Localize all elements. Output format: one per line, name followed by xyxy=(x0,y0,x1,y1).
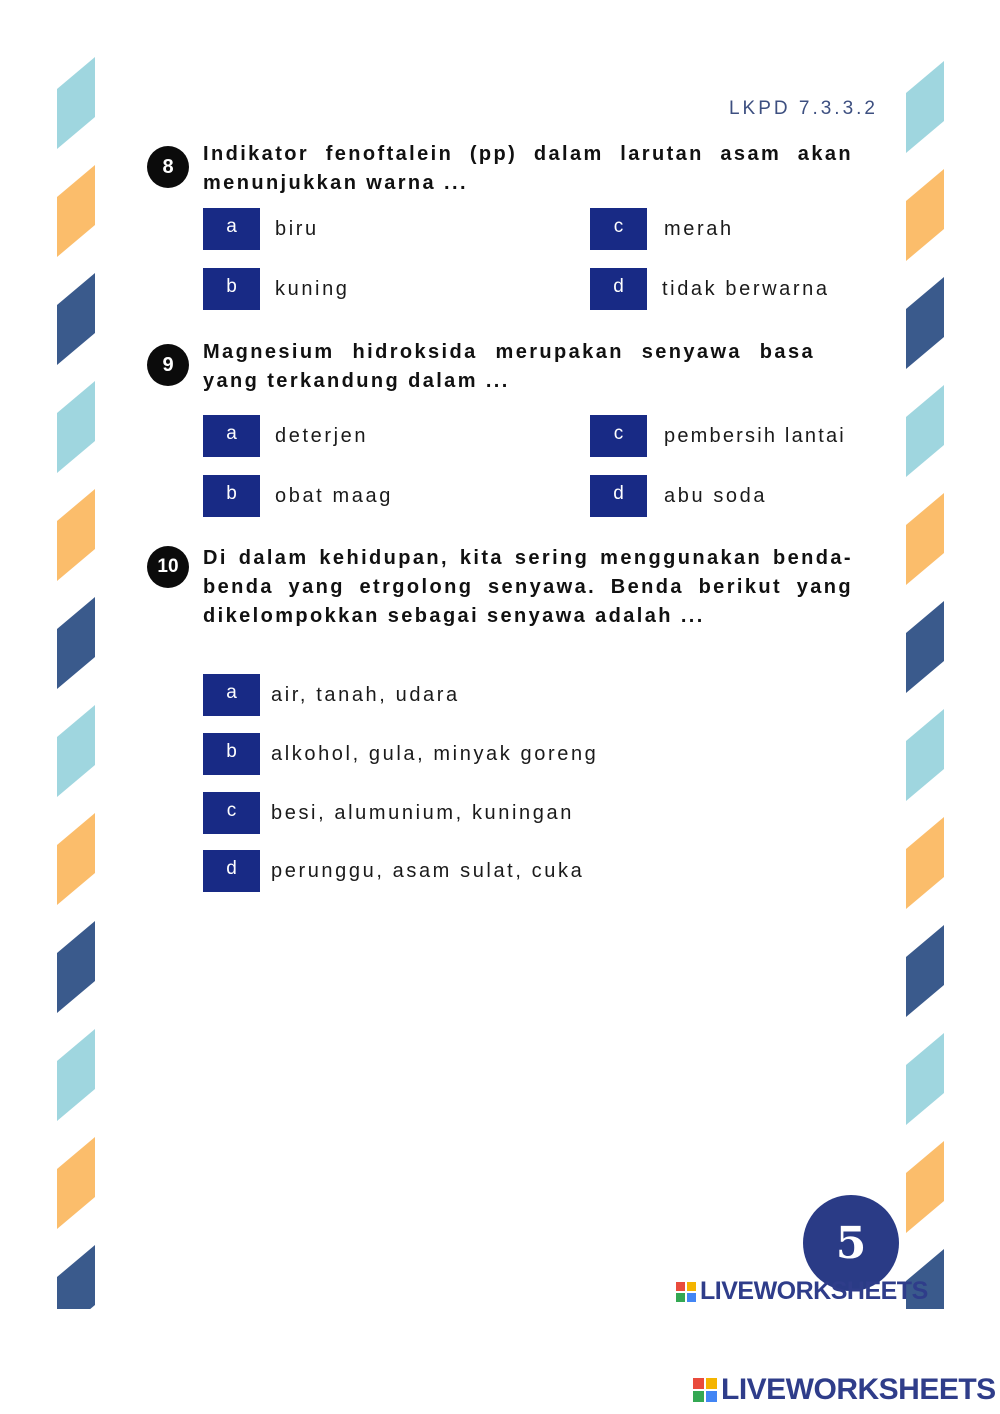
option-letter-box: a xyxy=(203,674,260,716)
question-text-10: Di dalam kehidupan, kita sering menggunakan benda-benda yang etrgolong senyawa. Benda berikut yang dikelompokkan sebagai senyawa adalah ... xyxy=(203,547,853,627)
question-9-option-a[interactable] xyxy=(203,415,368,457)
question-9-option-d[interactable] xyxy=(590,475,767,517)
option-letter-box: d xyxy=(590,268,647,310)
question-10-option-b[interactable] xyxy=(203,733,598,775)
question-9-option-c[interactable] xyxy=(590,415,846,457)
option-letter-box: c xyxy=(590,415,647,457)
border-stripe xyxy=(57,1245,95,1309)
border-stripe xyxy=(906,1033,944,1125)
border-stripe xyxy=(57,1137,95,1229)
option-text: abu soda xyxy=(664,484,768,507)
option-text: deterjen xyxy=(275,424,369,447)
border-stripe xyxy=(57,1029,95,1121)
border-stripe xyxy=(57,165,95,257)
border-stripe xyxy=(57,597,95,689)
liveworksheets-logo-icon xyxy=(676,1282,696,1302)
question-10-option-a[interactable] xyxy=(203,674,460,716)
option-letter-box: c xyxy=(590,208,647,250)
option-letter-box: a xyxy=(203,208,260,250)
question-8-option-c[interactable] xyxy=(590,208,734,250)
option-text: tidak berwarna xyxy=(662,277,830,300)
liveworksheets-watermark-inner xyxy=(676,1277,928,1306)
border-stripe xyxy=(906,925,944,1017)
option-letter-box: b xyxy=(203,268,260,310)
liveworksheets-watermark-outer xyxy=(693,1373,996,1407)
option-text: obat maag xyxy=(275,484,393,507)
brand-text: LIVEWORKSHEETS xyxy=(721,1373,996,1406)
border-stripe xyxy=(57,705,95,797)
question-9-option-b[interactable] xyxy=(203,475,393,517)
question-8-option-a[interactable] xyxy=(203,208,319,250)
brand-text: LIVEWORKSHEETS xyxy=(700,1277,928,1305)
question-text-9: Magnesium hidroksida merupakan senyawa basa yang terkandung dalam ... xyxy=(203,341,815,392)
border-stripe xyxy=(906,1141,944,1233)
page-number-badge: 5 xyxy=(803,1195,899,1291)
option-letter-box: b xyxy=(203,475,260,517)
border-stripe xyxy=(57,57,95,149)
question-10-option-c[interactable] xyxy=(203,792,574,834)
border-stripe xyxy=(906,277,944,369)
border-stripe xyxy=(906,601,944,693)
option-text: merah xyxy=(664,217,734,240)
question-text-8: Indikator fenoftalein (pp) dalam larutan asam akan menunjukkan warna ... xyxy=(203,143,853,194)
border-stripe xyxy=(906,61,944,153)
worksheet-code: LKPD 7.3.3.2 xyxy=(728,98,878,119)
question-number-8: 8 xyxy=(147,146,189,188)
option-letter-box: d xyxy=(590,475,647,517)
option-text: biru xyxy=(275,217,319,240)
left-border-stripes xyxy=(57,57,95,1309)
option-letter-box: c xyxy=(203,792,260,834)
option-text: pembersih lantai xyxy=(664,424,846,447)
option-letter-box: b xyxy=(203,733,260,775)
border-stripe xyxy=(57,921,95,1013)
border-stripe xyxy=(906,493,944,585)
question-10-option-d[interactable] xyxy=(203,850,584,892)
option-text: kuning xyxy=(275,277,350,300)
question-number-10: 10 xyxy=(147,546,189,588)
option-letter-box: a xyxy=(203,415,260,457)
option-text: perunggu, asam sulat, cuka xyxy=(271,859,585,882)
liveworksheets-logo-icon xyxy=(693,1378,717,1402)
question-8-option-b[interactable] xyxy=(203,268,350,310)
border-stripe xyxy=(906,817,944,909)
border-stripe xyxy=(906,169,944,261)
question-number-9: 9 xyxy=(147,344,189,386)
border-stripe xyxy=(57,381,95,473)
option-letter-box: d xyxy=(203,850,260,892)
border-stripe xyxy=(57,273,95,365)
right-border-stripes xyxy=(906,57,944,1309)
question-8-option-d[interactable] xyxy=(590,268,830,310)
option-text: alkohol, gula, minyak goreng xyxy=(271,742,599,765)
option-text: besi, alumunium, kuningan xyxy=(271,801,574,824)
border-stripe xyxy=(906,385,944,477)
option-text: air, tanah, udara xyxy=(271,683,460,706)
border-stripe xyxy=(906,709,944,801)
border-stripe xyxy=(57,489,95,581)
border-stripe xyxy=(57,813,95,905)
